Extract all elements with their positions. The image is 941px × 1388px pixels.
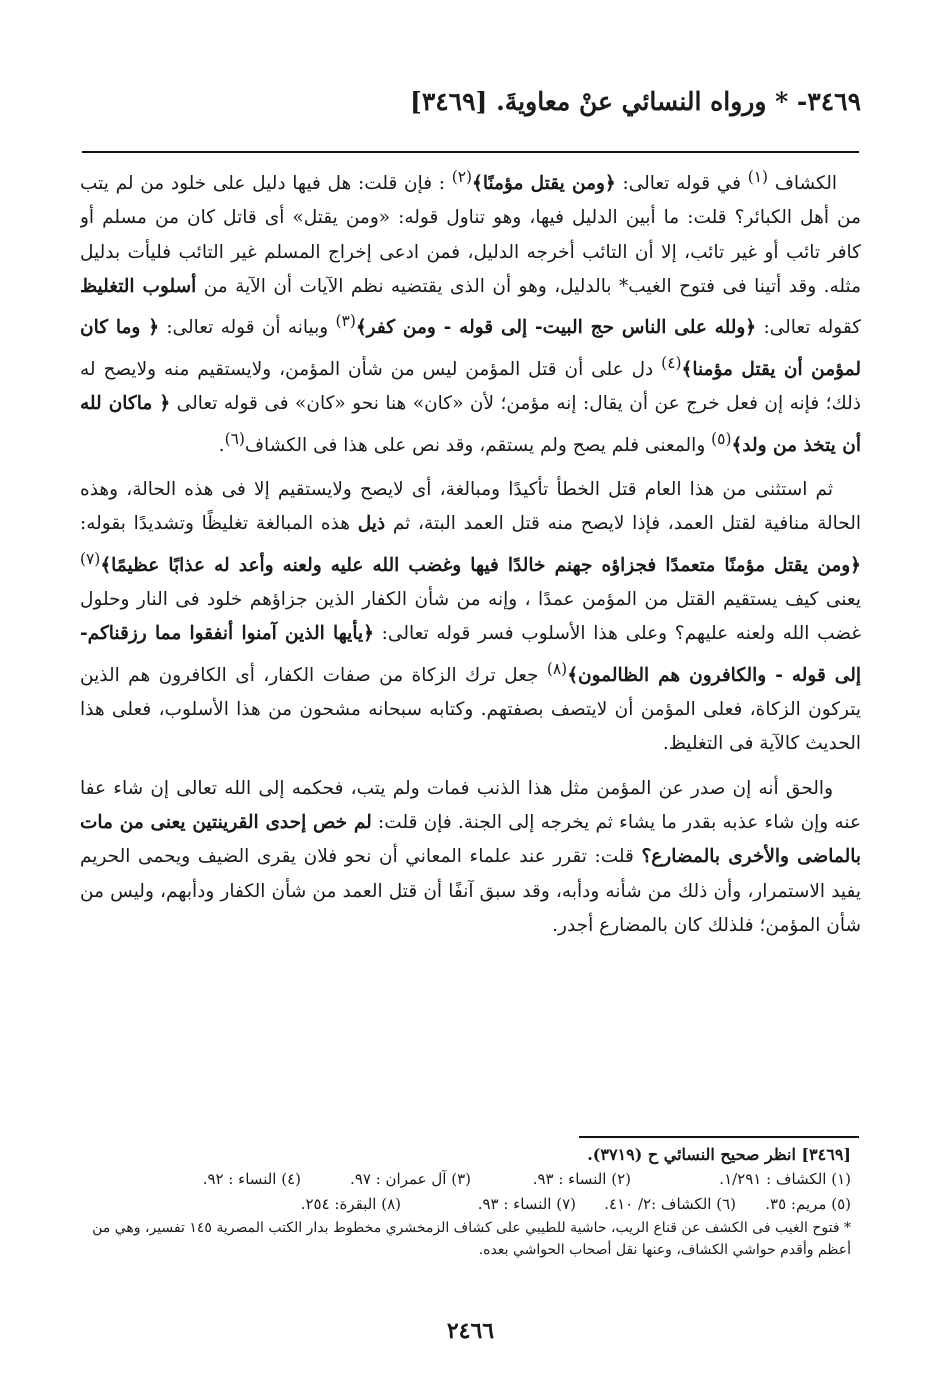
footnote-7: (٧) النساء : ٩٣. <box>477 1195 576 1213</box>
footnote-4: (٤) النساء : ٩٢. <box>202 1170 301 1188</box>
quran-quote: ﴿ وما كان لمؤمن أن يقتل مؤمنا﴾ <box>80 317 861 380</box>
footnote-ref-8: (٨) <box>546 659 568 678</box>
text-run: يعنى كيف يستقيم القتل من المؤمن عمدًا ، وإنه من شأن الكفار الذين جزاؤهم خلود فى النار وحلول غضب الله ولعنه عليهم؟ وعلى هذا الأسلوب فسر قوله تعالى: <box>80 589 861 645</box>
footnote-5: (٥) مريم: ٣٥. <box>765 1195 851 1213</box>
quran-quote: ﴿ولله على الناس حج البيت- إلى قوله - ومن كفر﴾ <box>355 317 757 339</box>
text-run: هذه المبالغة تغليظًا وتشديدًا بقوله: <box>80 513 358 535</box>
text-run: دل على أن قتل المؤمن ليس من شأن المؤمن، ولايستقيم منه ولايصح له ذلك؛ فإنه إن فعل خرج عن أن يقال: إنه مؤمن؛ لأن «كان» هنا نحو «كان» فى قوله تعالى <box>80 358 861 415</box>
text-run: الكشاف <box>768 173 837 195</box>
footnote-ref-7: (٧) <box>80 549 101 568</box>
text-run: قلت: تقرر عند علماء المعاني أن نحو فلان يقرى الضيف ويحمى الحريم يفيد الاستمرار، وأن ذلك من شأنه ودأبه، وقد سبق آنفًا أن قتل العمد من شأن الكفار ودأبهم، وليس من شأن المؤمن؛ فلذلك كان بالمضارع أجدر. <box>80 846 861 936</box>
text-run: والمعنى فلم يصح ولم يستقم، وقد نص على هذا فى الكشاف <box>244 434 712 456</box>
footnote-row-1 <box>80 1167 851 1192</box>
text-run: : فإن قلت: هل فيها دليل على خلود من لم يتب من أهل الكبائر؟ قلت: ما أبين الدليل فيها، وهو تناول قوله: «ومن يقتل» أى قاتل كان من مسلم أو كافر تائب أو غير تائب، إلا أن التائب أخرجه الدليل، فمن ادعى إخراج المسلم غير التائب فليأت بدليل مثله. وقد أتينا فى فتوح الغيب* بالدليل، وهو أن الذى يقتضيه نظم الآيات أن الآية من <box>80 173 861 298</box>
footnote-divider <box>579 1136 859 1138</box>
bold-question: لم خص إحدى القرينتين يعنى من مات بالماضى والأخرى بالمضارع؟ <box>80 811 861 868</box>
footnote-ref-5: (٥) <box>711 429 732 448</box>
footnote-1: (١) الكشاف : ١/٢٩١. <box>719 1170 851 1188</box>
quran-quote: ﴿ومن يقتل مؤمنًا متعمدًا فجزاؤه جهنم خالدًا فيها وغضب الله عليه ولعنه وأعد له عذابًا عظيمًا﴾ <box>100 554 861 576</box>
footnote-ref-1: (١) <box>747 168 769 186</box>
bold-term: أسلوب التغليظ <box>80 276 197 298</box>
text-run: كقوله تعالى: <box>756 317 861 339</box>
text-run: في قوله تعالى: <box>615 173 748 195</box>
quran-quote: ﴿ومن يقتل مؤمنًا﴾ <box>472 173 616 195</box>
quran-quote: ﴿ ماكان لله أن يتخذ من ولد﴾ <box>80 393 861 456</box>
footnote-hadith-ref: [٣٤٦٩] انظر صحيح النسائي ح (٣٧١٩). <box>587 1145 851 1164</box>
text-run: . <box>218 434 225 456</box>
footnote-asterisk-note: * فتوح الغيب فى الكشف عن قناع الريب، حاشية للطيبي على كشاف الزمخشري مخطوط بدار الكتب المصرية ١٤٥ تفسير، وهي من أعظم وأقدم حواشي الكشاف، وعنها نقل أصحاب الحواشي بعده. <box>92 1220 851 1258</box>
commentary-paragraph-1 <box>80 160 861 463</box>
text-run: وبيانه أن قوله تعالى: <box>159 317 336 339</box>
footnote-6: (٦) الكشاف :٢/ ٤١٠. <box>604 1195 736 1213</box>
footnotes <box>80 1142 851 1261</box>
text-run: جعل ترك الزكاة من صفات الكفار، أى الكافرون هم الذين يتركون الزكاة، فعلى المؤمن أن لايتصف بصفتهم. وكتابه سبحانه مشحون من هذا الأسلوب، فعلى هذا الحديث كالآية فى التغليظ. <box>80 664 861 755</box>
header-divider <box>82 151 859 153</box>
commentary-body <box>80 160 861 1120</box>
footnote-ref-3: (٣) <box>335 312 356 331</box>
text-run: والحق أنه إن صدر عن المؤمن مثل هذا الذنب فمات ولم يتب، فحكمه إلى الله تعالى إن شاء عفا عنه وإن شاء عذبه بقدر ما يشاء ثم يخرجه إلى الجنة. فإن قلت: <box>80 777 861 833</box>
bold-term: ذيل <box>357 513 386 535</box>
footnote-ref-2: (٢) <box>451 168 472 186</box>
footnote-3: (٣) آل عمران : ٩٧. <box>350 1170 471 1188</box>
text-run: ثم استثنى من هذا العام قتل الخطأ تأكيدًا ومبالغة، أى لايصح ولايستقيم إلا فى هذه الحالة، وهذه الحالة منافية لقتل العمد، فإذا لايصح منه قتل العمد البتة، ثم <box>80 479 861 535</box>
footnote-row-2 <box>80 1192 851 1217</box>
commentary-paragraph-3 <box>80 772 861 943</box>
quran-quote: ﴿يأيها الذين آمنوا أنفقوا مما رزقناكم- إلى قوله - والكافرون هم الظالمون﴾ <box>80 623 861 686</box>
hadith-heading: ٣٤٦٩- * ورواه النسائي عنْ معاويةَ. [٣٤٦٩] <box>409 87 861 116</box>
footnote-2: (٢) النساء : ٩٣. <box>532 1170 631 1188</box>
footnote-8: (٨) البقرة: ٢٥٤. <box>300 1195 401 1213</box>
page-number: ٢٤٦٦ <box>446 1318 495 1344</box>
footnote-ref-4: (٤) <box>661 353 682 372</box>
footnote-ref-6: (٦) <box>224 429 245 448</box>
commentary-paragraph-2 <box>80 473 861 762</box>
